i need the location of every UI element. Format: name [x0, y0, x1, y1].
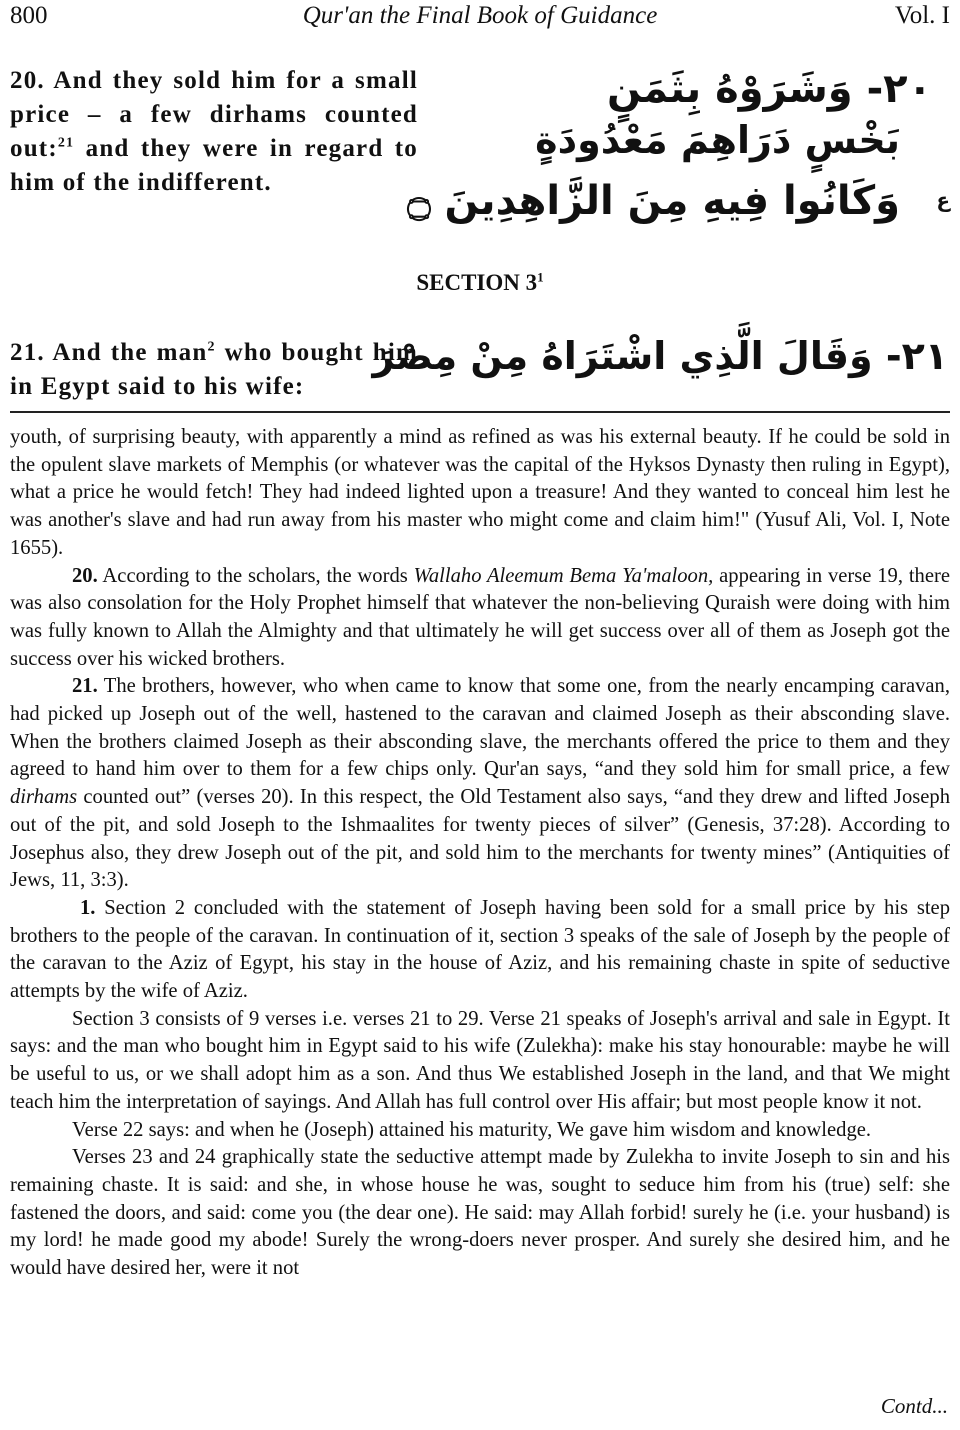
footnote-ref-2: 2 [207, 339, 216, 355]
verse-20-text-a: 20. And they sold him for a small price – a few dirhams counted out: [10, 67, 418, 162]
volume-label: Vol. I [894, 2, 950, 29]
paragraph-section-3: Section 3 consists of 9 verses i.e. verses 21 to 29. Verse 21 speaks of Joseph's arrival and sale in Egypt. It says: and the man who bought him in Egypt said to his wife (Zulekha): make his stay honourable: maybe he will be useful to us, or we shall adopt him as a son. And thus We established Joseph in the land, and that We might teach him the interpretation of sayings. And Allah has full control over His affair; but most people know it not. [10, 1007, 950, 1113]
note-continued: youth, of surprising beauty, with apparently a mind as refined as was his external beauty. If he could be sold in the opulent slave markets of Memphis (or whatever was the capital of the Hyksos Dynasty then ruling in Egypt), what a price he would fetch! They had indeed lighted upon a treasure! And they wanted to conceal him lest he was another's slave and had run away from his master who might come and claim him!" (Yusuf Ali, Vol. I, Note 1655). [10, 426, 950, 559]
note-1 [10, 895, 950, 1006]
verse-21-translation [10, 336, 418, 404]
note-20-number: 20. [72, 564, 98, 587]
footnotes [10, 424, 950, 1283]
footnote-divider [10, 411, 950, 413]
paragraph-verses-23-24: Verses 23 and 24 graphically state the seductive attempt made by Zulekha to invite Joseph to sin and his remaining chaste. It is said: and she, in whose house he was, sought to seduce him from his (true) self: she fastened the doors, and said: come you (the dear one). He said: may Allah forbid! surely he (i.e. your husband) is my lord! he made good my abode! Surely the wrong-doers never prosper. And surely she desired him, and he would have desired her, were it not [10, 1146, 950, 1280]
verse-20-arabic-line-2: بَخْسٍ دَرَاهِمَ مَعْدُودَةٍ [535, 118, 900, 162]
running-header [10, 2, 950, 32]
verse-21-text-a: 21. And the man [10, 339, 208, 366]
continued-label: Contd... [880, 1394, 948, 1418]
section-heading [0, 270, 960, 296]
note-21-number: 21. [72, 675, 98, 698]
note-21 [10, 673, 950, 895]
page-number: 800 [10, 2, 48, 29]
note-20-text-b: appearing in verse 19, there was also consolation for the Holy Prophet himself that whatever the non-believing Quraish were doing with him was fully known to Allah the Almighty and that ultimately he will get success over all of them as Joseph got the success over his wicked brothers. [10, 564, 950, 670]
verse-21-arabic: ٢١- وَقَالَ الَّذِي اشْتَرَاهُ مِنْ مِصْرَ [372, 334, 948, 378]
note-21-text-a: The brothers, however, who when came to know that some one, from the nearly encamping caravan, had picked up Joseph out of the well, hastened to the caravan and claimed Joseph as their absconding slave. When the brothers claimed Joseph as their absconding slave, the merchants offered the price to them and they agreed to hand him over to them for a few chips only. Qur'an says, “and they sold him for small price, a few [10, 675, 950, 781]
verse-21-text-b: who bought him in Egypt said to his wife: [10, 339, 418, 400]
verse-20-text-b: and they were in regard to him of the indifferent. [10, 135, 418, 196]
paragraph-verse-22: Verse 22 says: and when he (Joseph) attained his maturity, We gave him wisdom and knowledge. [72, 1118, 872, 1141]
verse-20-arabic-line-1: ٢٠- وَشَرَوْهُ بِثَمَنٍ [607, 66, 932, 112]
note-20 [10, 563, 950, 674]
note-20-italic: Wallaho Aleemum Bema Ya'maloon, [413, 564, 714, 587]
footnote-ref-21: 21 [57, 135, 75, 151]
ruku-mark: ع [936, 188, 950, 212]
book-title: Qur'an the Final Book of Guidance [302, 2, 658, 29]
section-label: SECTION 3 [416, 270, 538, 295]
note-21-italic: dirhams [10, 786, 78, 809]
note-20-text-a: According to the scholars, the words [97, 564, 414, 587]
note-1-text: Section 2 concluded with the statement of Joseph having been sold for a small price by his step brothers to the people of the caravan. In continuation of it, section 3 speaks of the sale of Joseph by the people of the caravan to the Aziz of Egypt, his stay in the house of Aziz, and his remaining chaste in spite of seductive attempts by the wife of Aziz. [10, 896, 950, 1003]
note-21-text-b: counted out” (verses 20). In this respect, the Old Testament also says, “and they drew and lifted Joseph out of the pit, and sold Joseph to the Ishmaalites for twenty pieces of silver” (Genesis, 37:28). According to Josephus also, they drew Joseph out of the pit, and sold him to the merchants for twenty mines” (Antiquities of Jews, 11, 3:3). [10, 786, 950, 892]
verse-20-arabic-line-3: وَكَانُوا فِيهِ مِنَ الزَّاهِدِينَ ۝ [407, 178, 900, 224]
verse-20-translation [10, 64, 418, 200]
note-1-number: 1. [80, 896, 96, 919]
section-footnote-ref: 1 [537, 269, 544, 285]
